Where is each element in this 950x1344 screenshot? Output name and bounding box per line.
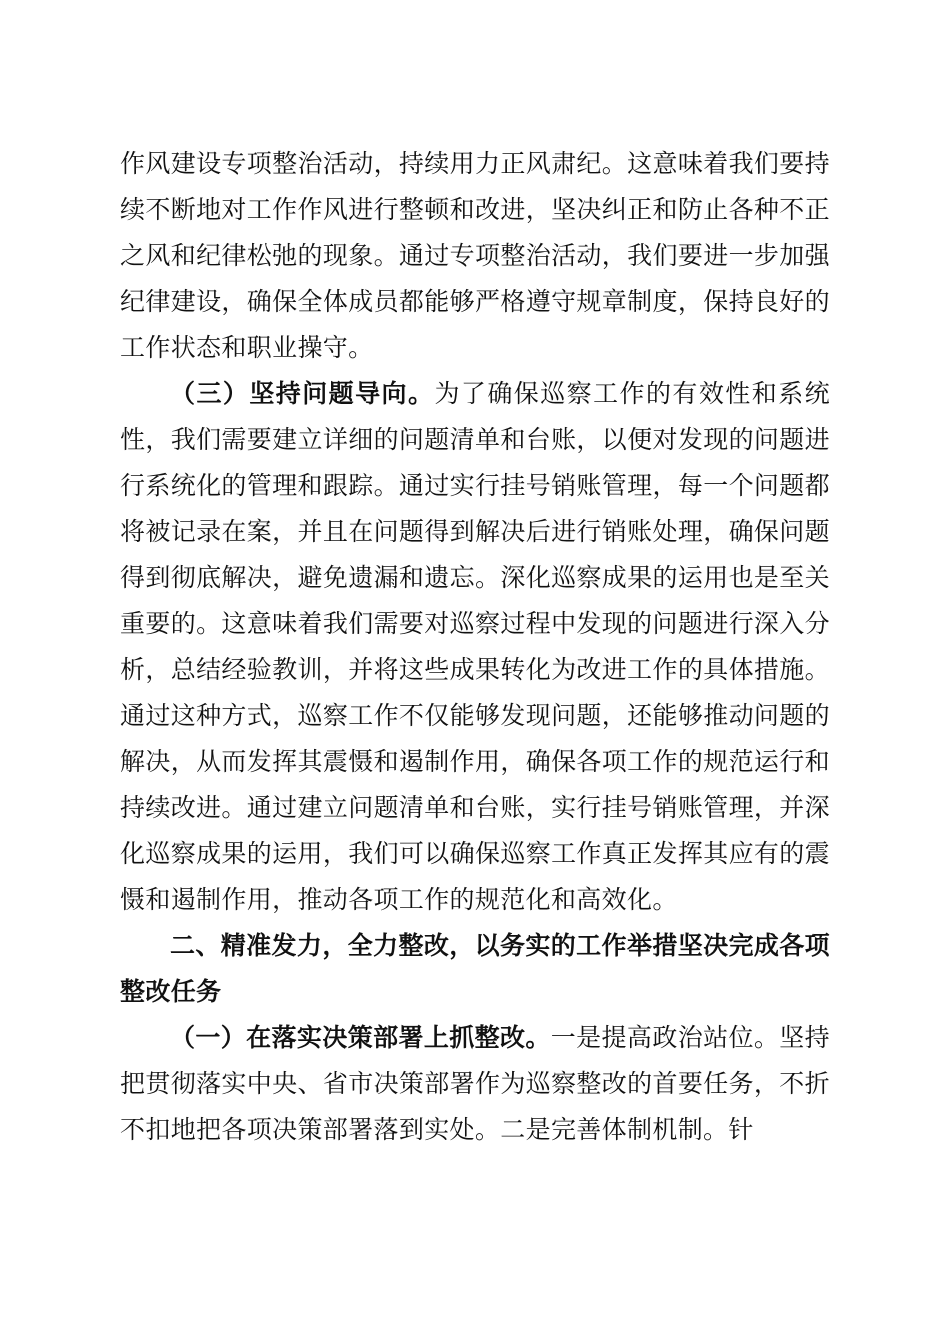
subsection-lead: （一）在落实决策部署上抓整改。 bbox=[170, 1023, 551, 1052]
paragraph-decision-deployment bbox=[120, 1015, 830, 1153]
section-heading: 二、精准发力，全力整改，以务实的工作举措坚决完成各项整改任务 bbox=[120, 931, 830, 1006]
subsection-lead: （三）坚持问题导向。 bbox=[170, 379, 435, 408]
paragraph-continuation: 作风建设专项整治活动，持续用力正风肃纪。这意味着我们要持续不断地对工作作风进行整顿和改进，坚决纠正和防止各种不正之风和纪律松弛的现象。通过专项整治活动，我们要进一步加强纪律建设，确保全体成员都能够严格遵守规章制度，保持良好的工作状态和职业操守。 bbox=[120, 149, 830, 362]
paragraph-text: 一是提高政治站位。坚持把贯彻落实中央、省市决策部署作为巡察整改的首要任务，不折不扣地把各项决策部署落到实处。二是完善体制机制。针 bbox=[120, 1023, 830, 1144]
document-body bbox=[120, 141, 830, 1153]
paragraph-problem-orientation bbox=[120, 371, 830, 923]
paragraph-text: 为了确保巡察工作的有效性和系统性，我们需要建立详细的问题清单和台账，以便对发现的问题进行系统化的管理和跟踪。通过实行挂号销账管理，每一个问题都将被记录在案，并且在问题得到解决后进行销账处理，确保问题得到彻底解决，避免遗漏和遗忘。深化巡察成果的运用也是至关重要的。这意味着我们需要对巡察过程中发现的问题进行深入分析，总结经验教训，并将这些成果转化为改进工作的具体措施。通过这种方式，巡察工作不仅能够发现问题，还能够推动问题的解决，从而发挥其震慑和遏制作用，确保各项工作的规范运行和持续改进。通过建立问题清单和台账，实行挂号销账管理，并深化巡察成果的运用，我们可以确保巡察工作真正发挥其应有的震慑和遏制作用，推动各项工作的规范化和高效化。 bbox=[120, 379, 830, 914]
